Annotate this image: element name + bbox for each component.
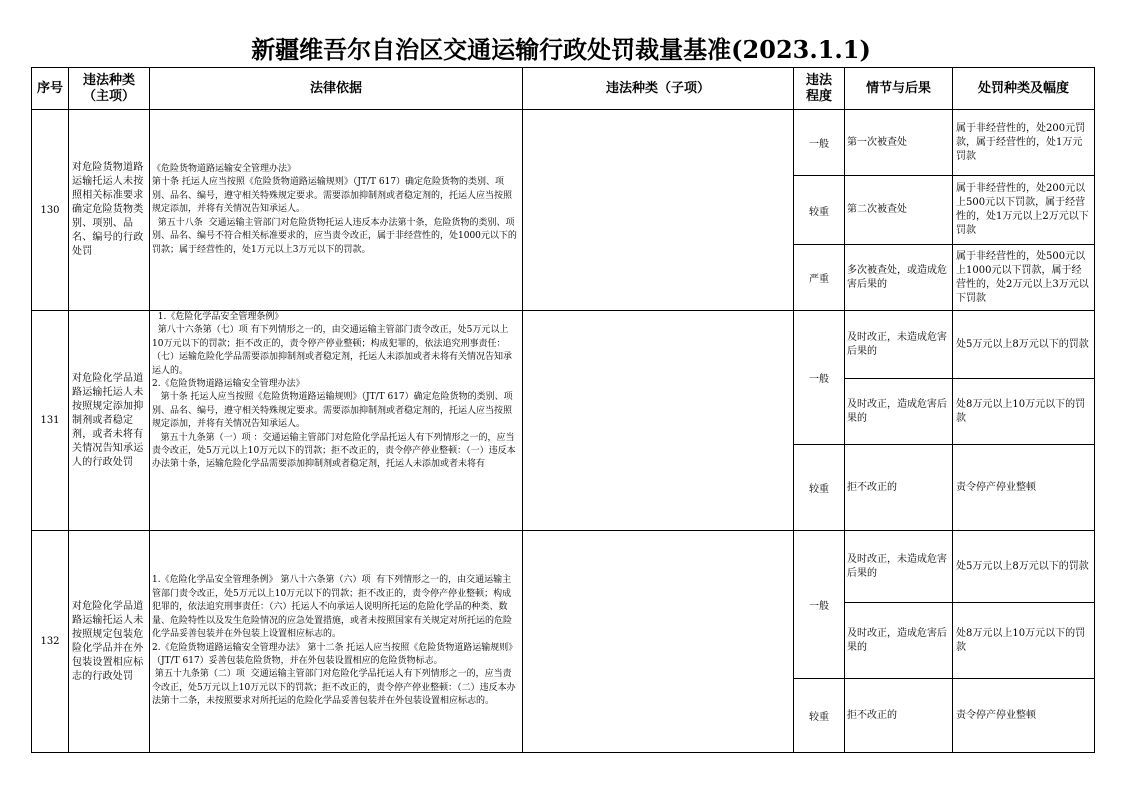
penalty-cell: 责令停产停业整顿: [953, 679, 1095, 753]
plot-cell: 第一次被查处: [845, 110, 953, 176]
plot-cell: 拒不改正的: [845, 445, 953, 531]
plot-cell: 多次被查处，或造成危害后果的: [845, 245, 953, 311]
page-title: 新疆维吾尔自治区交通运输行政处罚裁量基准(2023.1.1): [251, 35, 871, 64]
table-row: [32, 110, 1095, 176]
main-violation-type: 对危险化学品道路运输托运人未按照规定添加抑制剂或者稳定剂，或者未将有关情况告知承运人的行政处罚: [69, 311, 150, 531]
degree-cell: 较重: [794, 679, 845, 753]
degree-cell: 一般: [794, 531, 845, 679]
plot-cell: 拒不改正的: [845, 679, 953, 753]
legal-basis-text: 《危险货物道路运输安全管理办法》 第十条 托运人应当按照《危险货物道路运输规则》（JT/T 617）确定危险货物的类别、项别、品名、编号，遵守相关特殊规定要求。需要添加抑制剂或者稳定剂的，托运人应当按照规定添加，并将有关情况告知承运人。 第五十八条 交通运输主管部门对危险货物托运人违反本办法第十条，危险货物的类别、项别、品名、编号不符合相关标准要求的，应当责令改正，属于非经营性的，处1000元以下的罚款；属于经营性的，处1万元以上3万元以下的罚款。: [152, 164, 517, 255]
penalty-cell: 属于非经营性的，处200元以上500元以下罚款，属于经营性的，处1万元以上2万元以下罚款: [953, 176, 1095, 245]
degree-cell: 一般: [794, 110, 845, 176]
penalty-cell: 责令停产停业整顿: [953, 445, 1095, 531]
header-basis: 法律依据: [150, 68, 523, 110]
main-violation-type: 对危险货物道路运输托运人未按照相关标准要求确定危险货物类别、项别、品名、编号的行政处罚: [69, 110, 150, 311]
degree-cell: 一般: [794, 311, 845, 445]
penalty-cell: 处8万元以上10万元以下的罚款: [953, 603, 1095, 679]
degree-cell: 严重: [794, 245, 845, 311]
row-number: 132: [32, 531, 69, 753]
penalty-cell: 处5万元以上8万元以下的罚款: [953, 531, 1095, 603]
penalty-standards-table: [31, 67, 1095, 753]
legal-basis-text: 1.《危险化学品安全管理条例》 第八十六条第（六）项 有下列情形之一的，由交通运输主管部门责令改正，处5万元以上10万元以下的罚款；拒不改正的，责令停产停业整顿；构成犯罪的，依法追究刑事责任：（六）托运人不向承运人说明所托运的危险化学品的种类、数量、危险特性以及发生危险情况的应急处置措施，或者未按照国家有关规定对所托运的危险化学品妥善包装并在外包装上设置相应标志的。 2.《危险货物道路运输安全管理办法》 第十二条 托运人应当按照《危险货物道路运输规则》（JT/T 617）妥善包装危险货物，并在外包装设置相应的危险货物标志。 第五十九条第（二）项 交通运输主管部门对危险化学品托运人有下列情形之一的，应当责令改正，处5万元以上10万元以下的罚款；拒不改正的，责令停产停业整顿：（二）违反本办法第十二条，未按照要求对所托运的危险化学品妥善包装并在外包装设置相应标志的。: [152, 575, 518, 707]
plot-cell: 及时改正，未造成危害后果的: [845, 311, 953, 379]
plot-cell: 第二次被查处: [845, 176, 953, 245]
main-violation-type: 对危险化学品道路运输托运人未按照规定包装危险化学品并在外包装设置相应标志的行政处罚: [69, 531, 150, 753]
header-degree-line1: 违法: [805, 72, 832, 88]
penalty-cell: 处8万元以上10万元以下的罚款: [953, 379, 1095, 445]
header-row: [32, 68, 1095, 110]
header-main-type-line1: 违法种类: [82, 72, 135, 88]
penalty-cell: 处5万元以上8万元以下的罚款: [953, 311, 1095, 379]
header-plot: 情节与后果: [845, 68, 953, 110]
plot-cell: 及时改正，未造成危害后果的: [845, 531, 953, 603]
header-penalty: 处罚种类及幅度: [953, 68, 1095, 110]
row-number: 130: [32, 110, 69, 311]
degree-cell: 较重: [794, 176, 845, 245]
table-row: [32, 311, 1095, 379]
penalty-cell: 属于非经营性的，处500元以上1000元以下罚款，属于经营性的，处2万元以上3万元以下罚款: [953, 245, 1095, 311]
degree-cell: 较重: [794, 445, 845, 531]
row-number: 131: [32, 311, 69, 531]
header-degree-line2: 程度: [805, 88, 832, 104]
legal-basis: [150, 531, 523, 753]
sub-violation-type: [523, 531, 794, 753]
sub-violation-type: [523, 110, 794, 311]
plot-cell: 及时改正，造成危害后果的: [845, 379, 953, 445]
legal-basis: [150, 311, 523, 531]
legal-basis: [150, 110, 523, 311]
penalty-cell: 属于非经营性的，处200元罚款，属于经营性的，处1万元罚款: [953, 110, 1095, 176]
header-main-type-line2: （主项）: [82, 88, 135, 104]
plot-cell: 及时改正，造成危害后果的: [845, 603, 953, 679]
sub-violation-type: [523, 311, 794, 531]
table-row: [32, 531, 1095, 603]
header-num: 序号: [32, 68, 69, 110]
header-sub-type: 违法种类（子项）: [523, 68, 794, 110]
legal-basis-text: 1.《危险化学品安全管理条例》 第八十六条第（七）项 有下列情形之一的，由交通运输主管部门责令改正，处5万元以上10万元以下的罚款；拒不改正的，责令停产停业整顿；构成犯罪的，依法追究刑事责任：（七）运输危险化学品需要添加抑制剂或者稳定剂，托运人未添加或者未将有关情况告知承运人的。 2.《危险货物道路运输安全管理办法》 第十条 托运人应当按照《危险货物道路运输规则》（JT/T 617）确定危险货物的类别、项别、品名、编号，遵守相关特殊规定要求。需要添加抑制剂或者稳定剂的，托运人应当按照规定添加，并将有关情况告知承运人。 第五十九条第（一）项 ：交通运输主管部门对危险化学品托运人有下列情形之一的，应当责令改正，处5万元以上10万元以下的罚款；拒不改正的，责令停产停业整顿：（一）违反本办法第十条，运输危险化学品需要添加抑制剂或者稳定剂，托运人未添加或者未将有: [152, 312, 516, 470]
header-main-type: [69, 68, 150, 110]
header-degree: [794, 68, 845, 110]
